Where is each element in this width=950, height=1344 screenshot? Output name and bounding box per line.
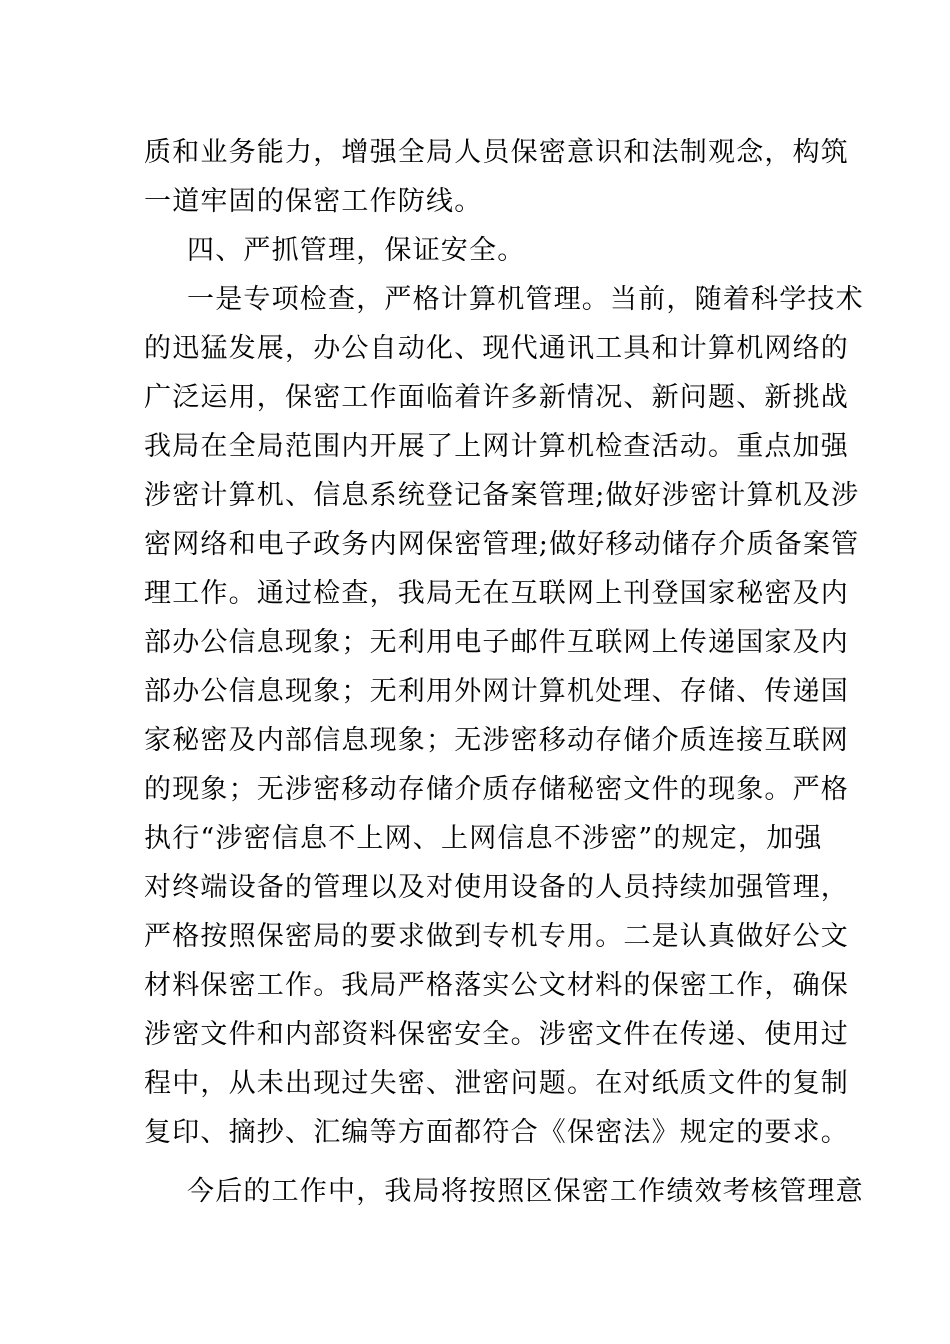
text-line-17: 严格按照保密局的要求做到专机专用。二是认真做好公文 bbox=[144, 921, 849, 952]
text-line-8: 涉密计算机、信息系统登记备案管理;做好涉密计算机及涉 bbox=[144, 480, 860, 511]
text-line-21: 复印、摘抄、汇编等方面都符合《保密法》规定的要求。 bbox=[144, 1117, 849, 1148]
text-line-16: 对终端设备的管理以及对使用设备的人员持续加强管理， bbox=[144, 872, 849, 903]
text-line-11: 部办公信息现象；无利用电子邮件互联网上传递国家及内 bbox=[144, 627, 849, 658]
text-line-10: 理工作。通过检查，我局无在互联网上刊登国家秘密及内 bbox=[144, 578, 849, 609]
text-line-13: 家秘密及内部信息现象；无涉密移动存储介质连接互联网 bbox=[144, 725, 849, 756]
text-line-6: 广泛运用，保密工作面临着许多新情况、新问题、新挑战 bbox=[144, 382, 849, 413]
text-line-20: 程中，从未出现过失密、泄密问题。在对纸质文件的复制 bbox=[144, 1068, 849, 1099]
text-line-18: 材料保密工作。我局严格落实公文材料的保密工作，确保 bbox=[144, 970, 849, 1001]
text-line-9: 密网络和电子政务内网保密管理;做好移动储存介质备案管 bbox=[144, 529, 860, 560]
text-line-15: 执行“涉密信息不上网、上网信息不涉密”的规定，加强 bbox=[144, 823, 823, 854]
text-line-1: 质和业务能力，增强全局人员保密意识和法制观念，构筑 bbox=[144, 137, 849, 168]
text-line-2: 一道牢固的保密工作防线。 bbox=[144, 186, 483, 217]
text-line-5: 的迅猛发展，办公自动化、现代通讯工具和计算机网络的 bbox=[144, 333, 849, 364]
text-line-12: 部办公信息现象；无利用外网计算机处理、存储、传递国 bbox=[144, 676, 849, 707]
text-line-4: 一是专项检查，严格计算机管理。当前，随着科学技术 bbox=[187, 284, 864, 315]
text-line-7: 我局在全局范围内开展了上网计算机检查活动。重点加强 bbox=[144, 431, 849, 462]
section-heading-4: 四、严抓管理，保证安全。 bbox=[187, 235, 526, 266]
text-line-19: 涉密文件和内部资料保密安全。涉密文件在传递、使用过 bbox=[144, 1019, 849, 1050]
text-line-14: 的现象；无涉密移动存储介质存储秘密文件的现象。严格 bbox=[144, 774, 849, 805]
text-line-22: 今后的工作中，我局将按照区保密工作绩效考核管理意 bbox=[187, 1176, 864, 1207]
